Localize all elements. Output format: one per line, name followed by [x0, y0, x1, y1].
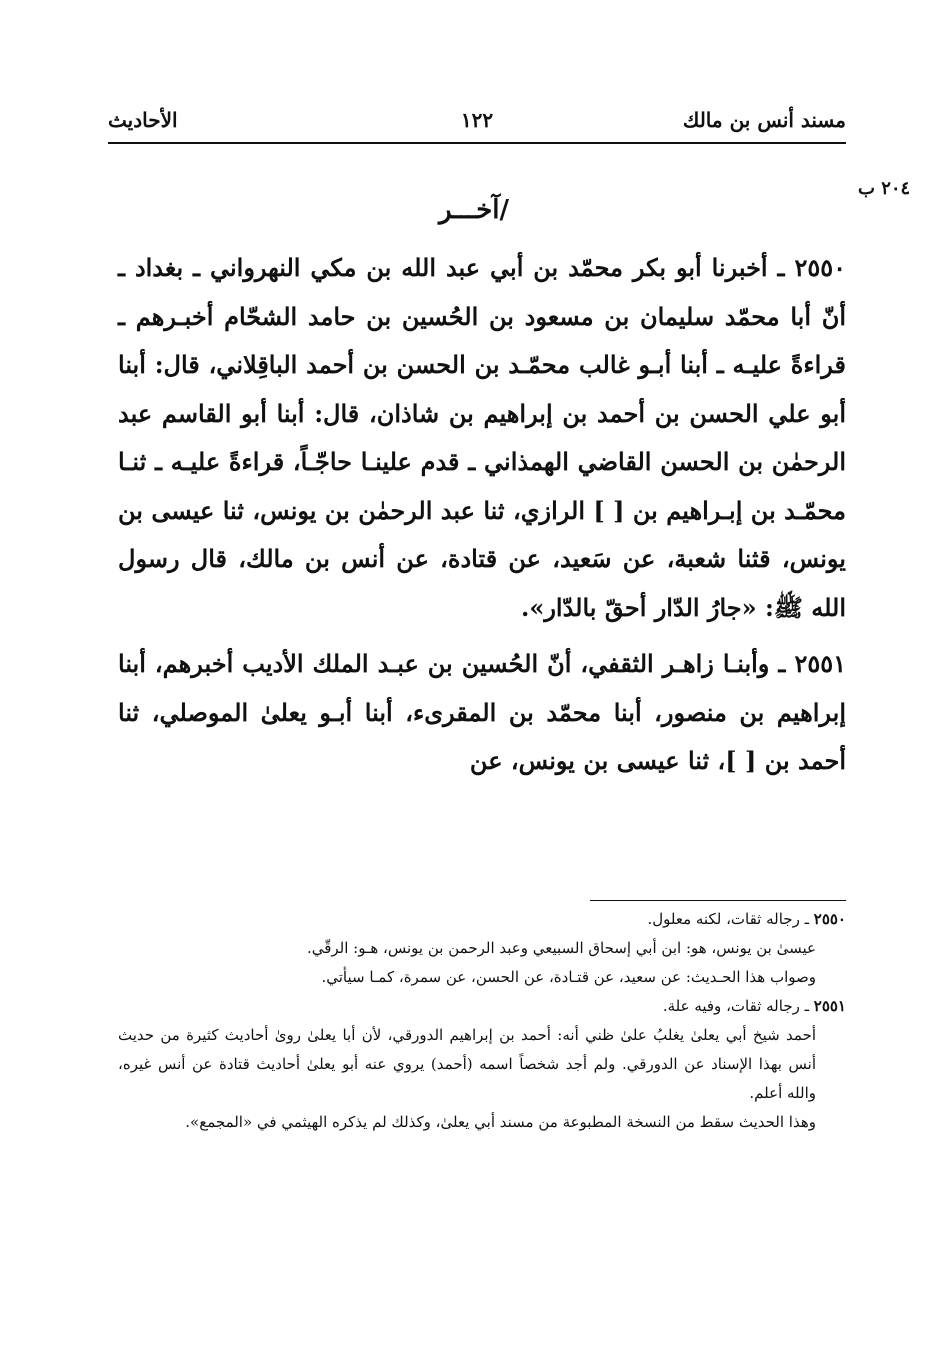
footnote-head-text: ـ رجاله ثقات، لكنه معلول.: [647, 910, 814, 928]
footnote-number: ٢٥٥١: [813, 997, 846, 1015]
footnote-number: ٢٥٥٠: [813, 910, 846, 928]
page-number: ١٢٢: [460, 108, 494, 132]
hadith-number: ٢٥٥١: [794, 649, 846, 678]
hadith-paragraph: [118, 244, 846, 632]
footnote-heading: [118, 992, 846, 1021]
footnote-line: وهذا الحديث سقط من النسخة المطبوعة من مسند أبي يعلىٰ، وكذلك لم يذكره الهيثمي في «المجمع».: [185, 1113, 816, 1131]
footnote-line: أحمد شيخ أبي يعلىٰ يغلبُ علىٰ ظني أنه: أحمد بن إبراهيم الدورقي، لأن أبا يعلىٰ روىٰ أحاديث كثيرة من حديث أنس بهذا الإسناد عن الدورقي. ولم أجد شخصاً اسمه (أحمد) يروي عنه أبو يعلىٰ أحاديث قتادة عن أنس غيره، والله أعلم.: [118, 1026, 816, 1102]
footnote-line: وصواب هذا الحـديث: عن سعيد، عن قتـادة، عن الحسن، عن سمرة، كمـا سيأتي.: [321, 968, 816, 986]
section-marker: /آخـــر: [439, 195, 509, 225]
footnote-heading: [118, 905, 846, 934]
page-header: [108, 104, 846, 144]
section-title: الأحاديث: [108, 108, 178, 132]
footnote-separator: [590, 900, 846, 901]
footnotes: [118, 905, 846, 1137]
hadith-text: ـ وأبنـا زاهـر الثقفي، أنّ الحُسين بن عبـد الملك الأديب أخبرهم، أبنا إبراهيم بن منصور، أبنا محمّد بن المقرىء، أبنا أبـو يعلىٰ الموصلي، ثنا أحمد بن [ ]، ثنا عيسى بن يونس، عن: [118, 649, 846, 775]
hadith-paragraph: [118, 640, 846, 786]
footnote-head-text: ـ رجاله ثقات، وفيه علة.: [662, 997, 814, 1015]
hadith-number: ٢٥٥٠: [794, 253, 846, 282]
footnote-line: عيسىٰ بن يونس، هو: ابن أبي إسحاق السبيعي وعبد الرحمن بن يونس، هـو: الرقّي.: [306, 939, 816, 957]
hadith-text: ـ أخبرنا أبو بكر محمّد بن أبي عبد الله بن مكي النهرواني ـ بغداد ـ أنّ أبا محمّد سليمان بن مسعود بن الحُسين بن حامد الشحّام أخبـرهم ـ قراءةً عليـه ـ أبنا أبـو غالب محمّـد بن الحسن بن أحمد الباقِلاني، قال: أبنا أبو علي الحسن بن أحمد بن إبراهيم بن شاذان، قال: أبنا أبو القاسم عبد الرحمٰن بن الحسن القاضي الهمذاني ـ قدم علينـا حاجّـاً، قراءةً عليـه ـ ثنـا محمّـد بن إبـراهيم بن [ ] الرازي، ثنا عبد الرحمٰن بن يونس، ثنا عيسى بن يونس، قثنا شعبة، عن سَعيد، عن قتادة، عن أنس بن مالك، قال رسول الله ﷺ: «جارُ الدّار أحقّ بالدّار».: [118, 253, 846, 622]
manuscript-folio-note: ٢٠٤ ب: [858, 178, 911, 199]
book-title: مسند أنس بن مالك: [682, 108, 846, 132]
main-text: [118, 244, 846, 786]
